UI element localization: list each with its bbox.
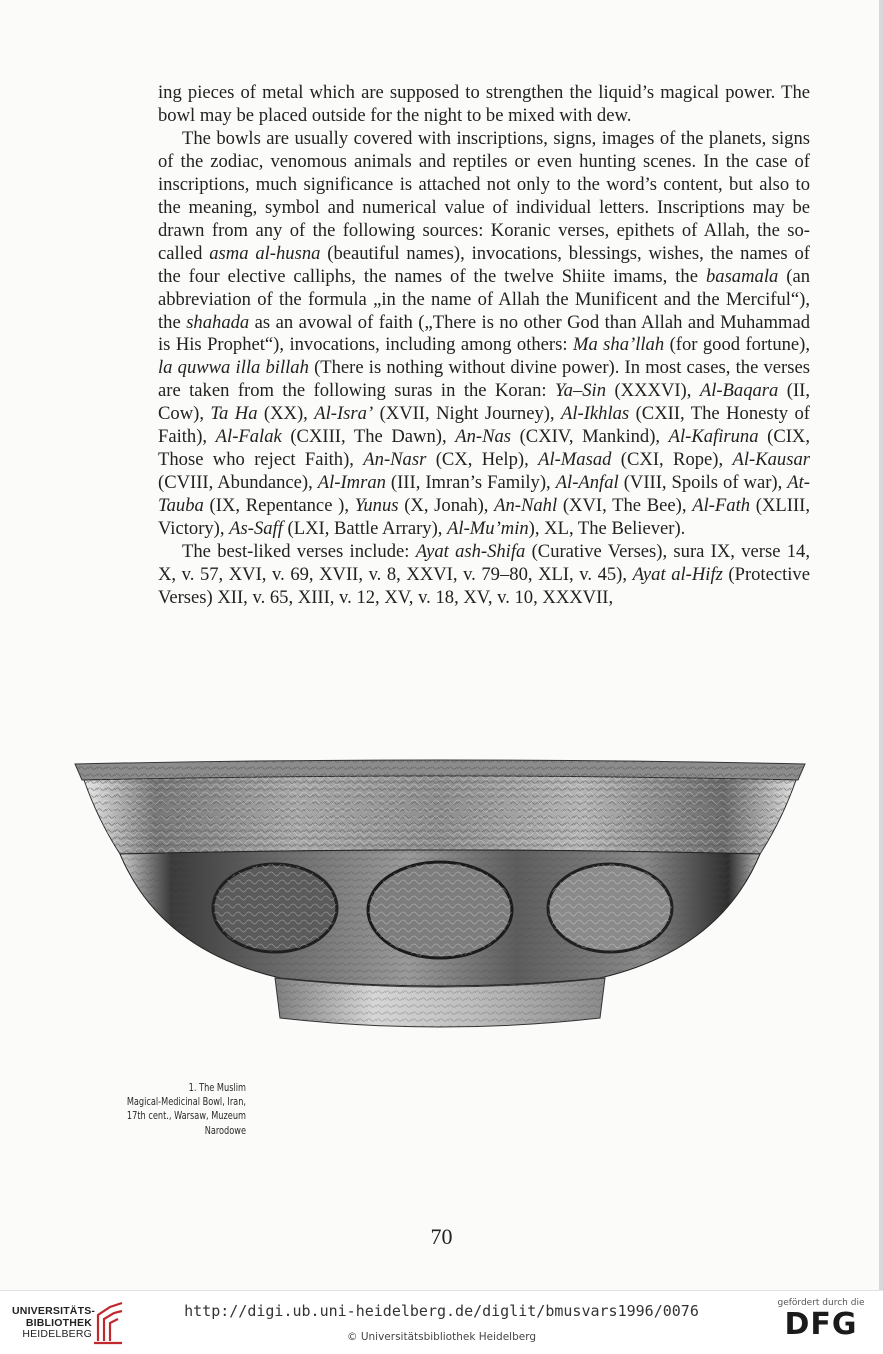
caption-line: 17th cent., Warsaw, Muzeum — [126, 1110, 246, 1123]
dfg-funding[interactable] — [771, 1298, 871, 1342]
dfg-logo: DFG — [784, 1307, 858, 1342]
library-line-1: UNIVERSITÄTS- — [12, 1305, 96, 1317]
bowl-illustration — [70, 750, 810, 1040]
funding-label: gefördert durch die — [777, 1298, 865, 1308]
paragraph-3: The best-liked verses include: Ayat ash-Shifa (Curative Verses), sura IX, verse 14, X, v. 57, XVI, v. 69, XVII, v. 8, XXVI, v. 79–80, XLI, v. 45), Ayat al-Hifz (Protective Verses) XII, v. 65, XIII, v. 12, XV, v. 18, XV, v. 10, XXXVII, — [158, 541, 810, 608]
library-line-2: BIBLIOTHEK — [25, 1316, 92, 1329]
viewer-footer — [0, 1290, 883, 1354]
caption-line: Magical-Medicinal Bowl, Iran, — [126, 1096, 246, 1109]
paragraph-2: The bowls are usually covered with inscriptions, signs, images of the planets, signs of the zodiac, venomous animals and reptiles or even hunting scenes. In the case of inscriptions, much significance is attached not only to the word’s content, but also to the meaning, symbol and numerical value of individual letters. Inscriptions may be drawn from any of the following sources: Koranic verses, epithets of Allah, the so-called asma al-husna (beautiful names), invocations, blessings, wishes, the names of the four elective calliphs, the names of the twelve Shiite imams, the basamala (an abbreviation of the formula „in the name of Allah the Munificent and the Merciful“), the shahada as an avowal of faith („There is no other God than Allah and Muhammad is His Prophet“), invocations, including among others: Ma sha’llah (for good fortune), la quwwa illa billah (There is nothing without divine power). In most cases, the verses are taken from the following suras in the Koran: Ya–Sin (XXXVI), Al-Baqara (II, Cow), Ta Ha (XX), Al-Isra’ (XVII, Night Journey), Al-Ikhlas (CXII, The Honesty of Faith), Al-Falak (CXIII, The Dawn), An-Nas (CXIV, Mankind), Al-Kafiruna (CIX, Those who reject Faith), An-Nasr (CX, Help), Al-Masad (CXI, Rope), Al-Kausar (CVIII, Abundance), Al-Imran (III, Imran’s Family), Al-Anfal (VIII, Spoils of war), At-Tauba (IX, Repentance ), Yunus (X, Jonah), An-Nahl (XVI, The Bee), Al-Fath (XLIII, Victory), As-Saff (LXI, Battle Arrary), Al-Mu’min), XL, The Believer). — [158, 127, 811, 540]
permalink-url[interactable]: http://digi.ub.uni-heidelberg.de/diglit/bmusvars1996/0076 — [184, 1302, 699, 1320]
caption-line: 1. The Muslim — [188, 1082, 246, 1094]
bowl-photograph — [70, 750, 810, 1040]
paragraph-1: ing pieces of metal which are supposed to strengthen the liquid’s magical power. The bowl may be placed outside for the night to be mixed with dew. — [158, 82, 810, 126]
copyright-notice: © Universitätsbibliothek Heidelberg — [346, 1331, 536, 1343]
page-edge — [879, 0, 883, 1290]
page-number: 70 — [430, 1224, 453, 1249]
library-line-3: HEIDELBERG — [22, 1328, 92, 1340]
caption-line: Narodowe — [204, 1124, 246, 1137]
body-text — [158, 82, 810, 610]
figure-caption — [101, 1081, 246, 1138]
